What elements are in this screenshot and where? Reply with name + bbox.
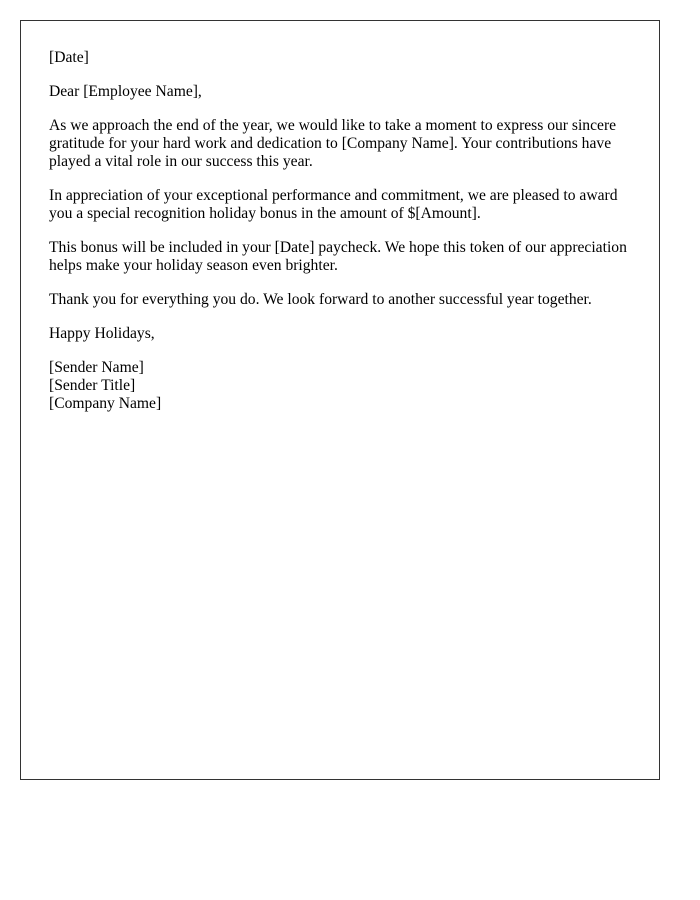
sender-title: [Sender Title] (49, 377, 136, 394)
letter-paragraph-3: This bonus will be included in your [Date] paycheck. We hope this token of our appreciation helps make your holiday season even brighter. (49, 239, 627, 274)
letter-greeting: Dear [Employee Name], (49, 83, 202, 100)
sender-company-name: [Company Name] (49, 395, 162, 412)
letter-paragraph-4: Thank you for everything you do. We look forward to another successful year together. (49, 291, 592, 308)
letter-paragraph-2: In appreciation of your exceptional performance and commitment, we are pleased to award you a special recognition holiday bonus in the amount of $[Amount]. (49, 187, 618, 222)
letter-date: [Date] (49, 49, 89, 66)
sender-name: [Sender Name] (49, 359, 144, 376)
letter-closing: Happy Holidays, (49, 325, 155, 342)
letter-page (20, 20, 660, 780)
letter-signature-block (49, 359, 631, 413)
letter-paragraph-1: As we approach the end of the year, we would like to take a moment to express our sincere gratitude for your hard work and dedication to [Company Name]. Your contributions have played a vital role in our success this year. (49, 117, 617, 170)
